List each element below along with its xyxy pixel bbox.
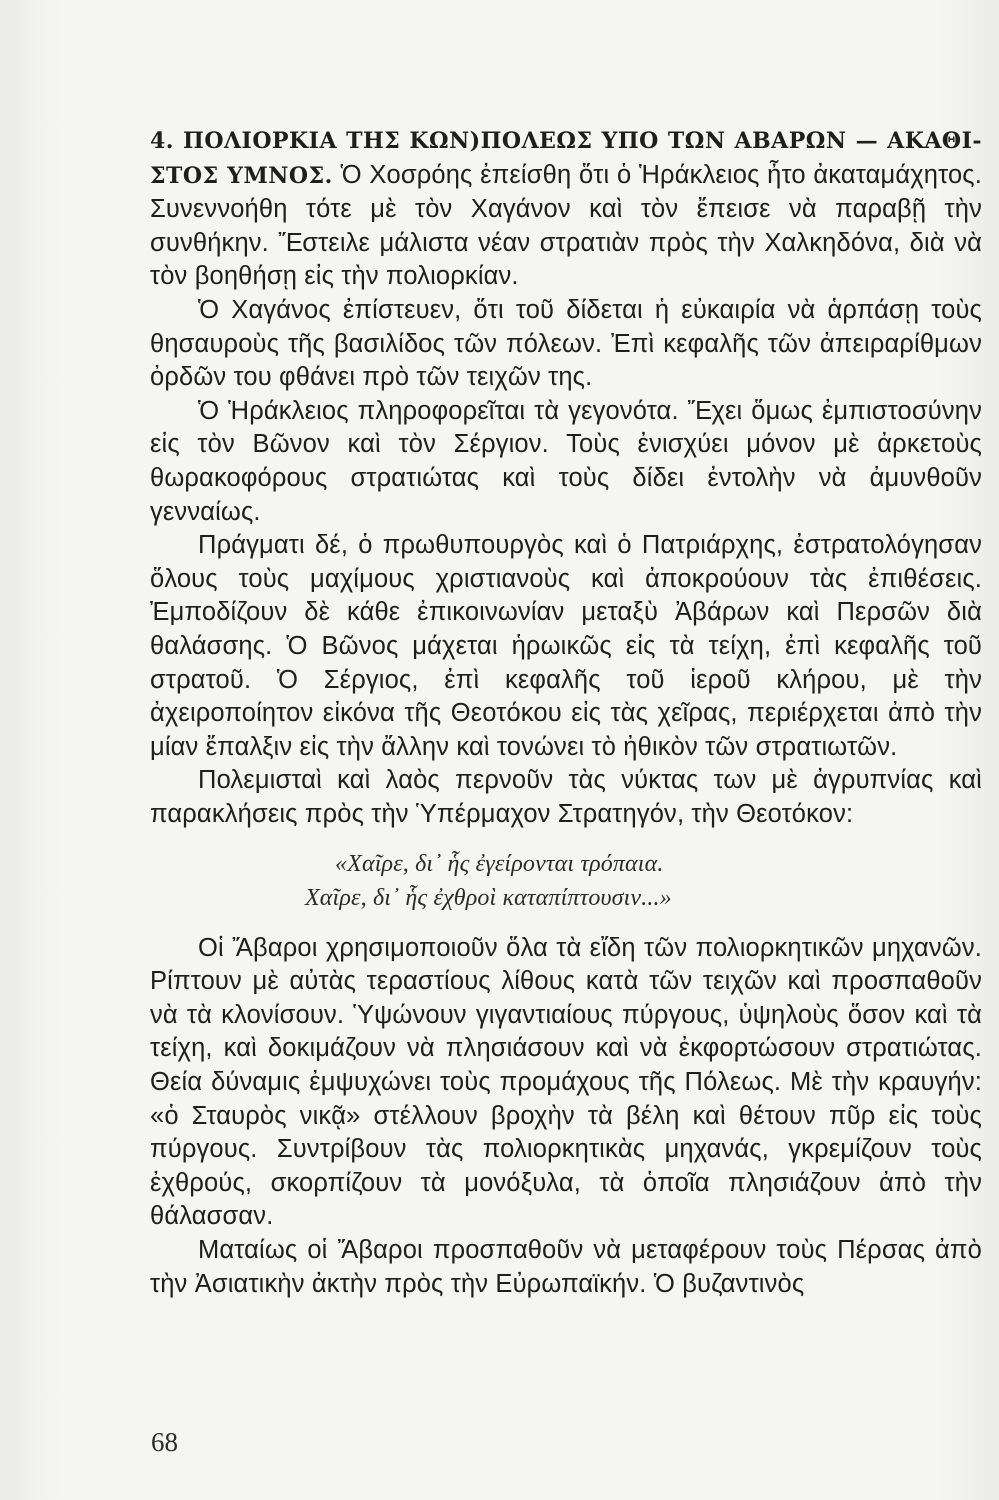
paragraph-persians: Ματαίως οἱ Ἄβαροι προσπαθοῦν νὰ μεταφέρουν τοὺς Πέρσας ἀπὸ τὴν Ἀσιατικὴν ἀκτὴν πρὸς τὴν Εὐρωπαϊκήν. Ὁ βυζαντινὸς xyxy=(150,1236,982,1298)
paragraph-heraclius: Ὁ Ἡράκλειος πληροφορεῖται τὰ γεγονότα. Ἔχει ὅμως ἐμπιστοσύνην εἰς τὸν Βῶνον καὶ τὸν Σέργιον. Τοὺς ἐνισχύει μόνον μὲ ἀρκετοὺς θωρακοφόρους στρατιώτας καὶ τοὺς δίδει ἐντολὴν νὰ ἀμυνθοῦν γενναίως. xyxy=(150,396,982,526)
hymn-line-1: «Χαῖρε, δι᾽ ἧς ἐγείρονται τρόπαια. xyxy=(335,851,664,878)
hymn-line-2: Χαῖρε, δι᾽ ἧς ἐχθροὶ καταπίπτουσιν...» xyxy=(305,885,672,912)
page-number: 68 xyxy=(151,1427,178,1457)
page-text xyxy=(150,124,982,1301)
section-intro: Ὁ Χοσρόης ἐπείσθη ὅτι ὁ Ἡράκλειος ἦτο ἀκαταμάχητος. Συνεννοήθη τότε μὲ τὸν Χαγάνον καὶ τὸν ἔπεισε νὰ παραβῇ τὴν συνθήκην. Ἔστειλε μάλιστα νέαν στρατιὰν πρὸς τὴν Χαλκηδόνα, διὰ νὰ τὸν βοηθήσῃ εἰς τὴν πολιορκίαν. xyxy=(150,160,982,291)
paragraph-siege-engines: Οἱ Ἄβαροι χρησιμοποιοῦν ὅλα τὰ εἴδη τῶν πολιορκητικῶν μηχανῶν. Ρίπτουν μὲ αὐτὰς τεραστίους λίθους κατὰ τῶν τειχῶν καὶ προσπαθοῦν νὰ τὰ κλονίσουν. Ὑψώνουν γιγαντιαίους πύργους, ὑψηλοὺς ὅσον καὶ τὰ τείχη, καὶ δοκιμάζουν νὰ πλησιάσουν καὶ νὰ ἐκφορτώσουν στρατιώτας. Θεία δύναμις ἐμψυχώνει τοὺς προμάχους τῆς Πόλεως. Μὲ τὴν κραυγήν: «ὁ Σταυρὸς νικᾷ» στέλλουν βροχὴν τὰ βέλη καὶ θέτουν πῦρ εἰς τοὺς πύργους. Συντρίβουν τὰς πολιορκητικὰς μηχανάς, γκρεμίζουν τοὺς ἐχθρούς, σκορπίζουν τὰ μονόξυλα, τὰ ὁποῖα πλησιάζουν ἀπὸ τὴν θάλασσαν. xyxy=(150,933,982,1231)
paragraph-chagan: Ὁ Χαγάνος ἐπίστευεν, ὅτι τοῦ δίδεται ἡ εὐκαιρία νὰ ἁρπάσῃ τοὺς θησαυροὺς τῆς βασιλίδος τῶν πόλεων. Ἐπὶ κεφαλῆς τῶν ἀπειραρίθμων ὀρδῶν του φθάνει πρὸ τῶν τειχῶν της. xyxy=(150,295,982,392)
paragraph-defense: Πράγματι δέ, ὁ πρωθυπουργὸς καὶ ὁ Πατριάρχης, ἐστρατολόγησαν ὅλους τοὺς μαχίμους χριστιανοὺς καὶ ἀποκρούουν τὰς ἐπιθέσεις. Ἐμποδίζουν δὲ κάθε ἐπικοινωνίαν μεταξὺ Ἀβάρων καὶ Περσῶν διὰ θαλάσσης. Ὁ Βῶνος μάχεται ἡρωικῶς εἰς τὰ τείχη, ἐπὶ κεφαλῆς τοῦ στρατοῦ. Ὁ Σέργιος, ἐπὶ κεφαλῆς τοῦ ἱεροῦ κλήρου, μὲ τὴν ἀχειροποίητον εἰκόνα τῆς Θεοτόκου εἰς τὰς χεῖρας, περιέρχεται ἀπὸ τὴν μίαν ἔπαλξιν εἰς τὴν ἄλλην καὶ τονώνει τὸ ἠθικὸν τῶν στρατιωτῶν. xyxy=(150,531,982,761)
section-heading: 4. ΠΟΛΙΟΡΚΙΑ ΤΗΣ ΚΩΝ)ΠΟΛΕΩΣ ΥΠΟ ΤΩΝ ΑΒΑΡΩΝ — ΑΚΑΘΙ-ΣΤΟΣ ΥΜΝΟΣ. xyxy=(150,128,982,189)
paragraph-vigil: Πολεμισταὶ καὶ λαὸς περνοῦν τὰς νύκτας των μὲ ἀγρυπνίας καὶ παρακλήσεις πρὸς τὴν Ὑπέρμαχον Στρατηγόν, τὴν Θεοτόκον: xyxy=(150,766,982,828)
section-opening-paragraph xyxy=(150,124,982,294)
hymn-quote xyxy=(150,848,982,915)
